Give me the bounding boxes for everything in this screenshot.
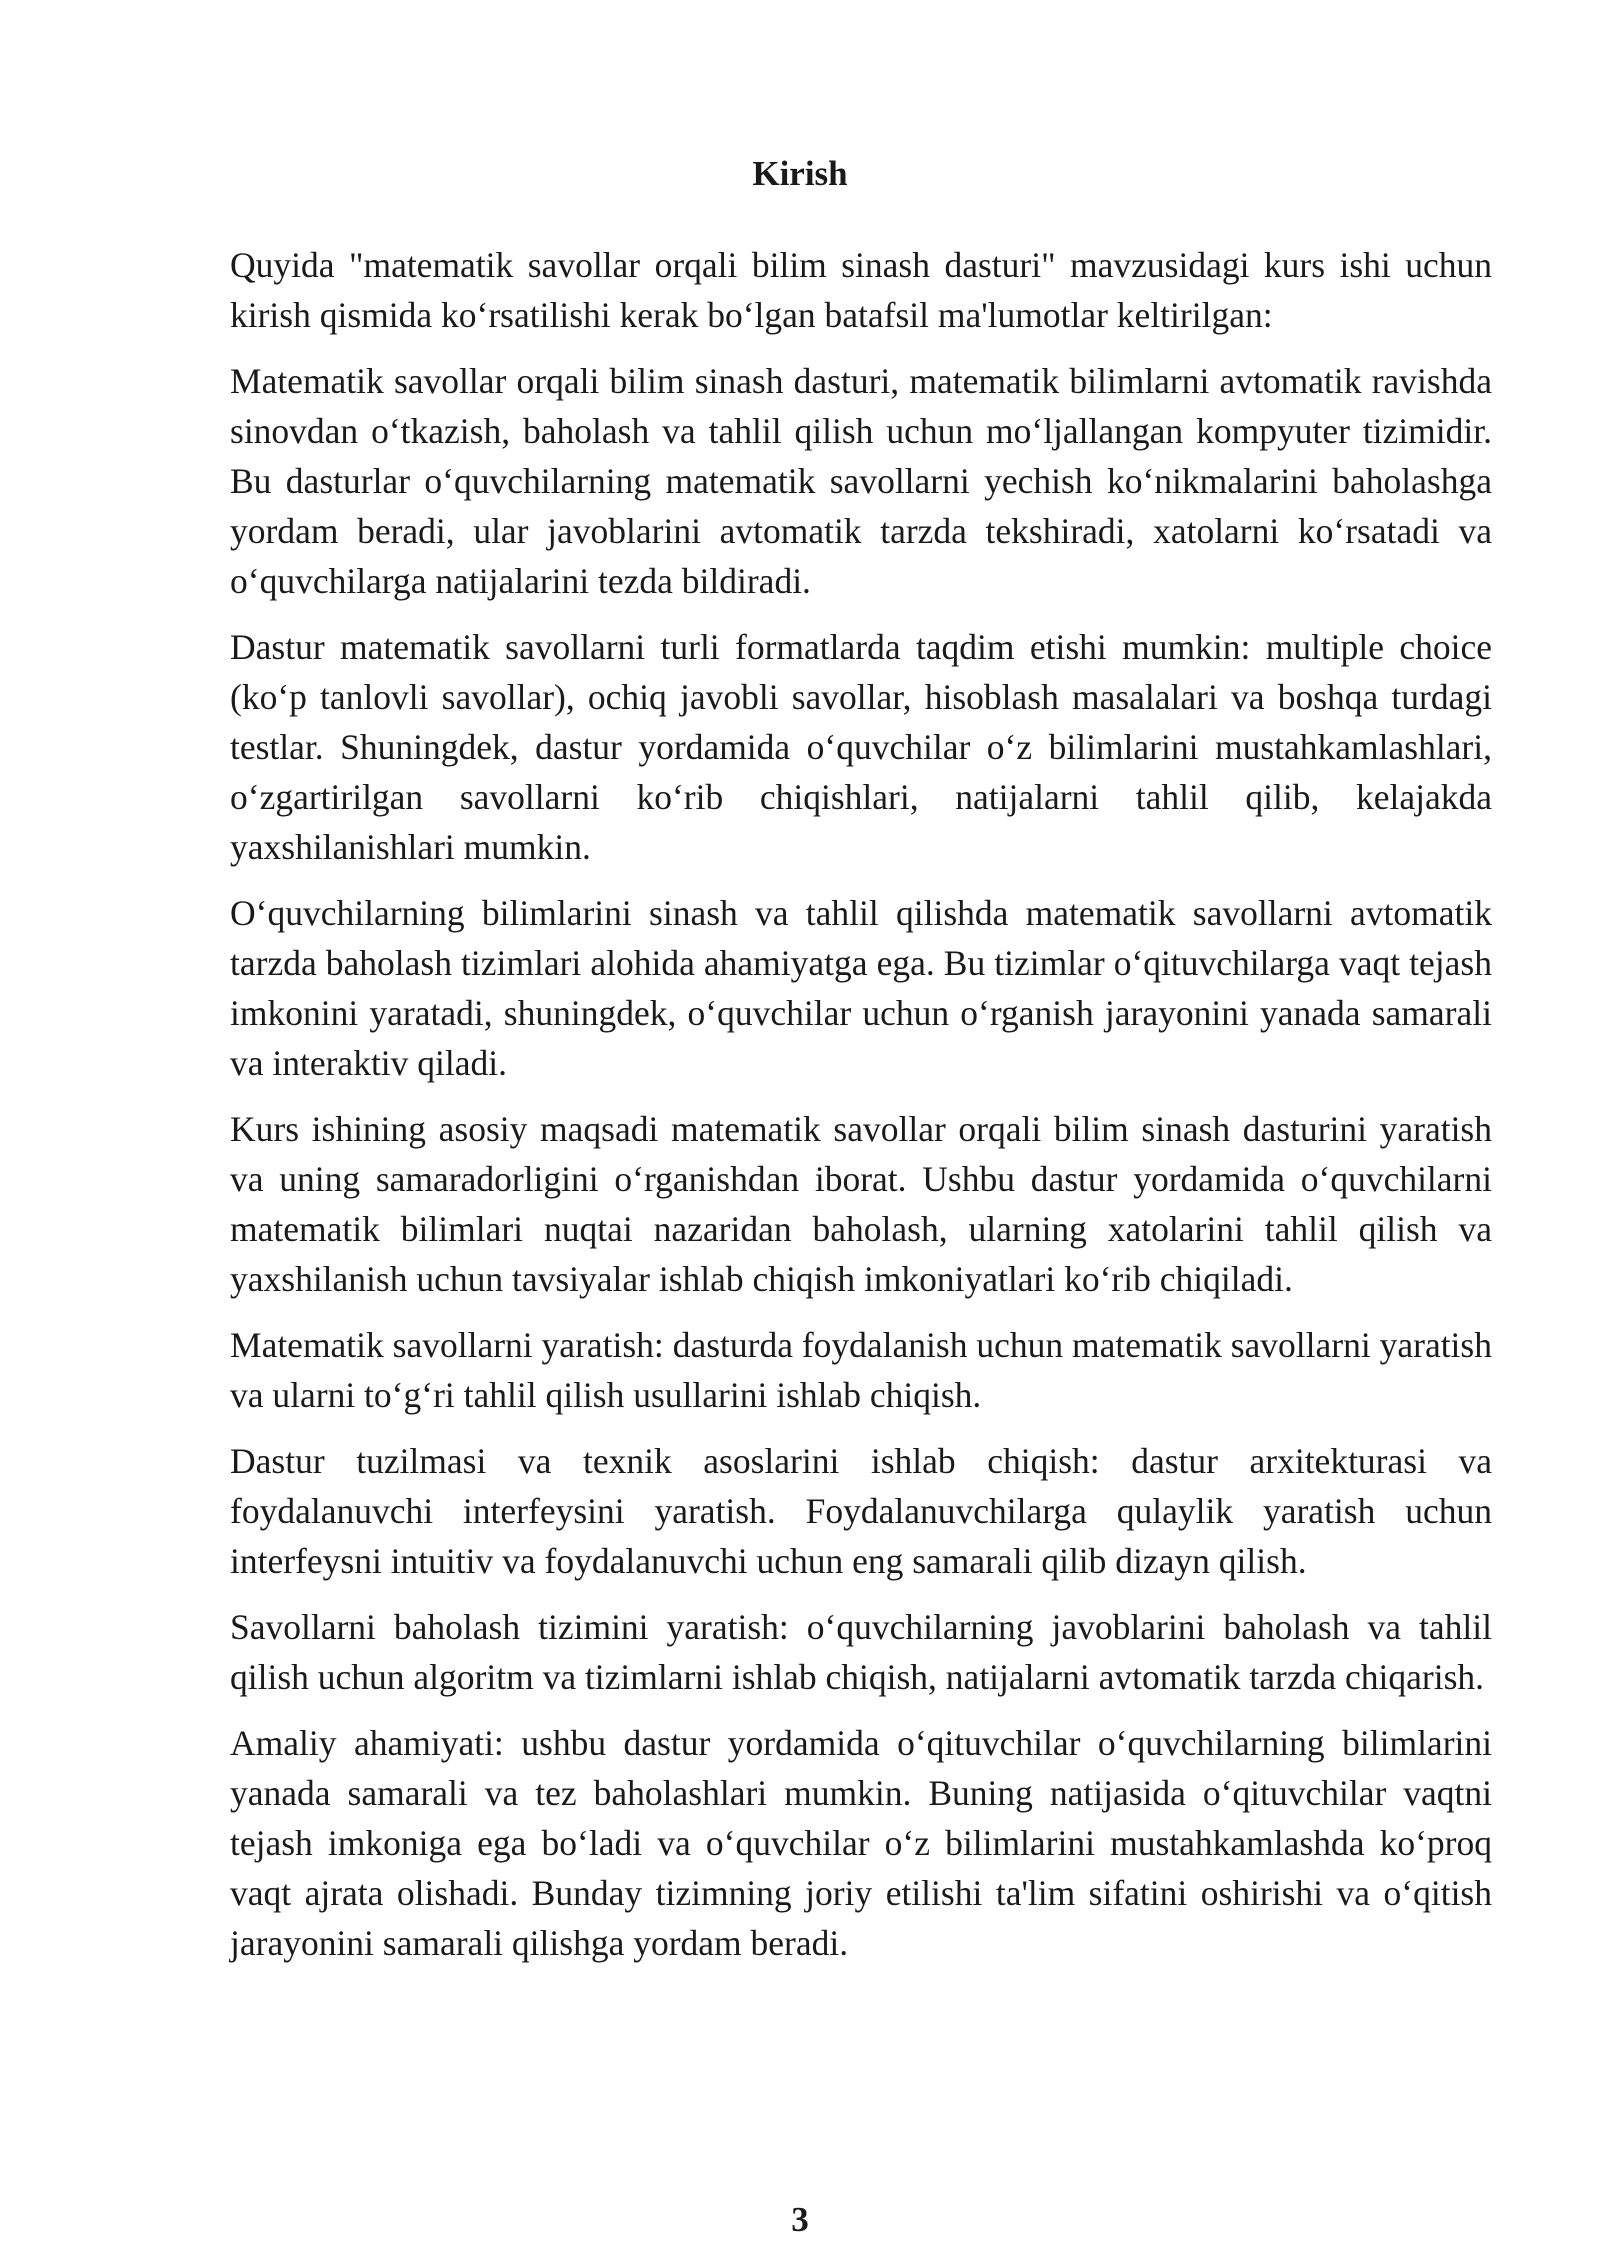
paragraph-task-evaluation: Savollarni baholash tizimini yaratish: oʻquvchilarning javoblarini baholash va tahlil qilish uchun algoritm va tizimlarni ishlab chiqish, natijalarni avtomatik tarzda chiqarish. xyxy=(230,1607,1492,1697)
paragraph-task-questions: Matematik savollarni yaratish: dasturda foydalanish uchun matematik savollarni yaratish va ularni toʻgʻri tahlil qilish usullarini ishlab chiqish. xyxy=(230,1325,1492,1415)
paragraph-goal: Kurs ishining asosiy maqsadi matematik savollar orqali bilim sinash dasturini yaratish va uning samaradorligini oʻrganishdan iborat. Ushbu dastur yordamida oʻquvchilarni matematik bilimlari nuqtai nazaridan baholash, ularning xatolarini tahlil qilish va yaxshilanish uchun tavsiyalar ishlab chiqish imkoniyatlari koʻrib chiqiladi. xyxy=(230,1109,1492,1299)
paragraph-practical-value: Amaliy ahamiyati: ushbu dastur yordamida oʻqituvchilar oʻquvchilarning bilimlarini yanada samarali va tez baholashlari mumkin. Buning natijasida oʻqituvchilar vaqtni tejash imkoniga ega boʻladi va oʻquvchilar oʻz bilimlarini mustahkamlashda koʻproq vaqt ajrata olishadi. Bunday tizimning joriy etilishi ta'lim sifatini oshirishi va oʻqitish jarayonini samarali qilishga yordam beradi. xyxy=(230,1723,1492,1963)
paragraph-definition: Matematik savollar orqali bilim sinash dasturi, matematik bilimlarni avtomatik ravishda sinovdan oʻtkazish, baholash va tahlil qilish uchun moʻljallangan kompyuter tizimidir. Bu dasturlar oʻquvchilarning matematik savollarni yechish koʻnikmalarini baholashga yordam beradi, ular javoblarini avtomatik tarzda tekshiradi, xatolarni koʻrsatadi va oʻquvchilarga natijalarini tezda bildiradi. xyxy=(230,361,1492,601)
body-text xyxy=(230,240,1492,1984)
page-title: Kirish xyxy=(752,154,848,193)
paragraph-importance: Oʻquvchilarning bilimlarini sinash va tahlil qilishda matematik savollarni avtomatik tarzda baholash tizimlari alohida ahamiyatga ega. Bu tizimlar oʻqituvchilarga vaqt tejash imkonini yaratadi, shuningdek, oʻquvchilar uchun oʻrganish jarayonini yanada samarali va interaktiv qiladi. xyxy=(230,893,1492,1083)
paragraph-intro: Quyida "matematik savollar orqali bilim sinash dasturi" mavzusidagi kurs ishi uchun kirish qismida koʻrsatilishi kerak boʻlgan batafsil ma'lumotlar keltirilgan: xyxy=(230,245,1492,335)
paragraph-formats: Dastur matematik savollarni turli formatlarda taqdim etishi mumkin: multiple choice (koʻp tanlovli savollar), ochiq javobli savollar, hisoblash masalalari va boshqa turdagi testlar. Shuningdek, dastur yordamida oʻquvchilar oʻz bilimlarini mustahkamlashlari, oʻzgartirilgan savollarni koʻrib chiqishlari, natijalarni tahlil qilib, kelajakda yaxshilanishlari mumkin. xyxy=(230,627,1492,867)
paragraph-task-structure: Dastur tuzilmasi va texnik asoslarini ishlab chiqish: dastur arxitekturasi va foydalanuvchi interfeysini yaratish. Foydalanuvchilarga qulaylik yaratish uchun interfeysni intuitiv va foydalanuvchi uchun eng samarali qilib dizayn qilish. xyxy=(230,1441,1492,1581)
page-number: 3 xyxy=(791,2200,809,2239)
